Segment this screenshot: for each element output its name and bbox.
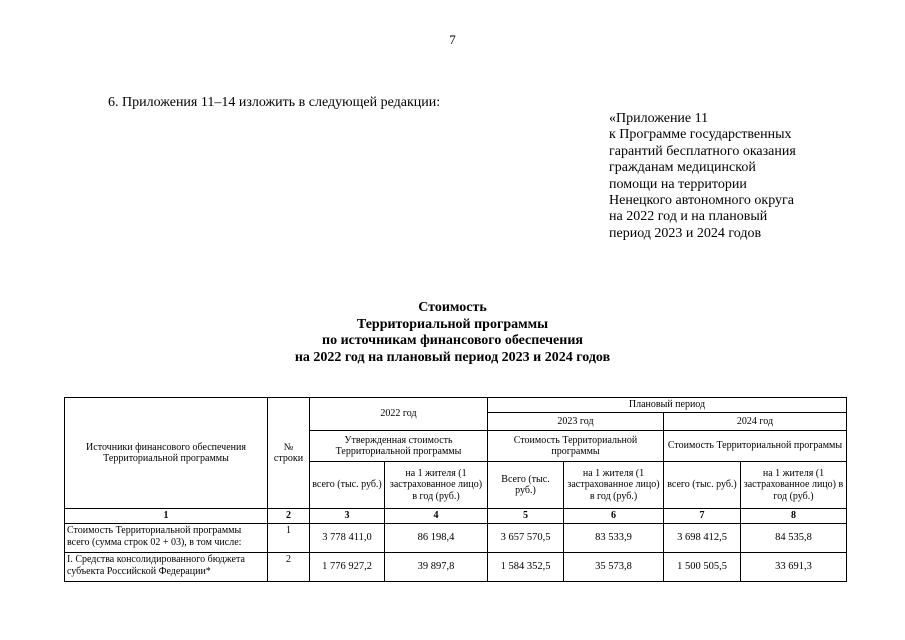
appendix-line: на 2022 год и на плановый bbox=[609, 209, 768, 225]
row-line-number: 2 bbox=[268, 553, 310, 582]
column-number: 1 bbox=[65, 509, 268, 524]
column-number: 3 bbox=[310, 509, 385, 524]
appendix-line: «Приложение 11 bbox=[609, 111, 709, 126]
appendix-line: гарантий бесплатного оказания bbox=[609, 143, 796, 159]
header-per-capita-2024: на 1 жителя (1 застрахованное лицо) в год (руб.) bbox=[741, 462, 847, 509]
header-sources: Источники финансового обеспечения Территориальной программы bbox=[65, 398, 268, 509]
title-line: Территориальной программы bbox=[356, 316, 549, 332]
header-total-2024: всего (тыс. руб.) bbox=[664, 462, 741, 509]
header-total-2023: Всего (тыс. руб.) bbox=[488, 462, 564, 509]
row-line-number: 1 bbox=[268, 524, 310, 553]
column-number: 6 bbox=[564, 509, 664, 524]
appendix-caption bbox=[609, 111, 796, 242]
page-number: 7 bbox=[449, 32, 456, 47]
header-plan-period: Плановый период bbox=[488, 398, 847, 413]
row-label: Стоимость Территориальной программы всего (сумма строк 02 + 03), в том числе: bbox=[65, 524, 268, 553]
row-value: 33 691,3 bbox=[741, 553, 847, 582]
row-value: 3 698 412,5 bbox=[664, 524, 741, 553]
title-line: Стоимость bbox=[418, 300, 487, 315]
title-line: по источникам финансового обеспечения bbox=[322, 333, 583, 348]
row-value: 35 573,8 bbox=[564, 553, 664, 582]
header-year-2022: 2022 год bbox=[310, 398, 488, 431]
document-title bbox=[0, 300, 905, 366]
appendix-line: период 2023 и 2024 годов bbox=[609, 225, 762, 241]
appendix-line: Ненецкого автономного округа bbox=[609, 193, 794, 209]
column-number: 8 bbox=[741, 509, 847, 524]
title-line: на 2022 год на плановый период 2023 и 2024 годов bbox=[294, 349, 611, 365]
row-value: 3 778 411,0 bbox=[310, 524, 385, 553]
appendix-line: гражданам медицинской bbox=[609, 160, 756, 176]
table-row bbox=[65, 524, 847, 553]
row-value: 83 533,9 bbox=[564, 524, 664, 553]
column-number: 4 bbox=[385, 509, 488, 524]
cost-table bbox=[64, 397, 847, 582]
row-label: I. Средства консолидированного бюджета субъекта Российской Федерации* bbox=[65, 553, 268, 582]
appendix-line: помощи на территории bbox=[609, 176, 747, 192]
row-value: 84 535,8 bbox=[741, 524, 847, 553]
header-year-2023: 2023 год bbox=[488, 413, 664, 431]
appendix-line: к Программе государственных bbox=[609, 127, 792, 143]
header-cost-2024: Стоимость Территориальной программы bbox=[664, 431, 847, 462]
header-year-2024: 2024 год bbox=[664, 413, 847, 431]
table-row bbox=[65, 553, 847, 582]
header-line-number: № строки bbox=[268, 398, 310, 509]
header-per-capita-2023: на 1 жителя (1 застрахованное лицо) в год (руб.) bbox=[564, 462, 664, 509]
row-value: 1 500 505,5 bbox=[664, 553, 741, 582]
header-total-2022: всего (тыс. руб.) bbox=[310, 462, 385, 509]
column-number: 7 bbox=[664, 509, 741, 524]
header-per-capita-2022: на 1 жителя (1 застрахованное лицо) в год (руб.) bbox=[385, 462, 488, 509]
row-value: 3 657 570,5 bbox=[488, 524, 564, 553]
row-value: 1 584 352,5 bbox=[488, 553, 564, 582]
intro-text: 6. Приложения 11–14 изложить в следующей редакции: bbox=[108, 95, 441, 110]
column-number: 5 bbox=[488, 509, 564, 524]
row-value: 86 198,4 bbox=[385, 524, 488, 553]
header-approved-cost: Утвержденная стоимость Территориальной программы bbox=[310, 431, 488, 462]
row-value: 1 776 927,2 bbox=[310, 553, 385, 582]
column-number: 2 bbox=[268, 509, 310, 524]
row-value: 39 897,8 bbox=[385, 553, 488, 582]
header-cost-2023: Стоимость Территориальной программы bbox=[488, 431, 664, 462]
